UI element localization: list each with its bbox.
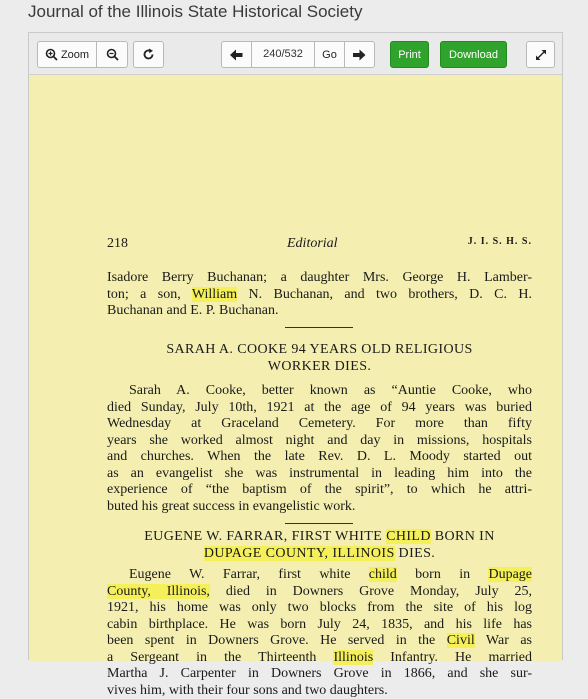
rotate-button[interactable]	[133, 41, 164, 68]
page-scan	[29, 75, 562, 661]
search-highlight: William	[192, 287, 237, 302]
journal-abbreviation: J. I. S. H. S.	[468, 236, 532, 247]
text-line: a Sergeant in the Thirteenth Illinois Infantry. He married	[107, 650, 532, 667]
search-highlight: Civil	[447, 633, 475, 648]
heading-line: EUGENE W. FARRAR, FIRST WHITE CHILD BORN IN	[107, 529, 532, 546]
heading-line: DUPAGE COUNTY, ILLINOIS DIES.	[107, 546, 532, 563]
text-line: years she worked almost night and day in missions, hospitals	[107, 433, 532, 450]
page-header	[107, 236, 532, 254]
text-line: Sarah A. Cooke, better known as “Auntie Cooke, who	[107, 383, 532, 400]
heading-line: SARAH A. COOKE 94 YEARS OLD RELIGIOUS	[107, 342, 532, 359]
zoom-out-icon	[106, 48, 119, 61]
text-line: vives him, with their four sons and two daughters.	[107, 683, 532, 699]
document-title: Journal of the Illinois State Historical Society	[28, 2, 363, 22]
text-line: Eugene W. Farrar, first white child born in Dupage	[107, 567, 532, 584]
expand-icon	[535, 49, 547, 61]
next-page-button[interactable]	[344, 41, 375, 68]
search-highlight: County, Illinois,	[107, 584, 210, 599]
search-highlight: Illinois	[333, 650, 373, 665]
text-line: Buchanan and E. P. Buchanan.	[107, 303, 532, 320]
zoom-out-button[interactable]	[96, 41, 128, 68]
paragraph-buchanan	[107, 270, 532, 320]
page-number: 218	[107, 236, 128, 252]
text-line: and churches. When the late Rev. D. L. Moody started out	[107, 449, 532, 466]
section-divider	[285, 523, 353, 524]
arrow-right-icon	[353, 49, 366, 61]
zoom-label: Zoom	[61, 49, 89, 61]
rotate-icon	[142, 48, 155, 61]
search-highlight: DUPAGE COUNTY, ILLINOIS	[204, 546, 395, 561]
viewer-toolbar	[29, 33, 562, 75]
print-button[interactable]: Print	[390, 41, 429, 68]
download-button[interactable]: Download	[440, 41, 507, 68]
previous-page-button[interactable]	[221, 41, 252, 68]
text-line: Wednesday at Graceland Cemetery. For more than fifty	[107, 416, 532, 433]
text-line: buted his great success in evangelistic work.	[107, 499, 532, 516]
heading-line: WORKER DIES.	[107, 359, 532, 376]
document-viewer	[28, 32, 563, 660]
section-divider	[285, 327, 353, 328]
text-line: County, Illinois, died in Downers Grove Monday, July 25,	[107, 584, 532, 601]
page-number-input[interactable]: 240/532	[251, 41, 315, 68]
text-line: Isadore Berry Buchanan; a daughter Mrs. George H. Lamber-	[107, 270, 532, 287]
text-line: experience of “the baptism of the spirit”, to which he attri-	[107, 482, 532, 499]
paragraph-farrar	[107, 567, 532, 699]
running-head: Editorial	[287, 236, 338, 252]
zoom-in-icon	[45, 48, 58, 61]
article-heading-farrar	[107, 529, 532, 562]
search-highlight: Dupage	[488, 567, 532, 582]
zoom-button[interactable]	[37, 41, 97, 68]
text-line: 1921, his home was only two blocks from the site of his log	[107, 600, 532, 617]
go-button[interactable]: Go	[314, 41, 345, 68]
arrow-left-icon	[230, 49, 243, 61]
text-line: ton; a son, William N. Buchanan, and two brothers, D. C. H.	[107, 287, 532, 304]
text-line: as an evangelist she was instrumental in leading him into the	[107, 466, 532, 483]
search-highlight: child	[369, 567, 397, 582]
text-line: Martha J. Carpenter in Downers Grove in 1866, and she sur-	[107, 666, 532, 683]
text-line: cabin birthplace. He was born July 24, 1835, and his life has	[107, 617, 532, 634]
text-line: died Sunday, July 10th, 1921 at the age of 94 years was buried	[107, 400, 532, 417]
text-line: been spent in Downers Grove. He served in the Civil War as	[107, 633, 532, 650]
paragraph-cooke	[107, 383, 532, 515]
search-highlight: CHILD	[386, 529, 431, 544]
fullscreen-button[interactable]	[526, 41, 555, 68]
article-heading-cooke	[107, 342, 532, 375]
